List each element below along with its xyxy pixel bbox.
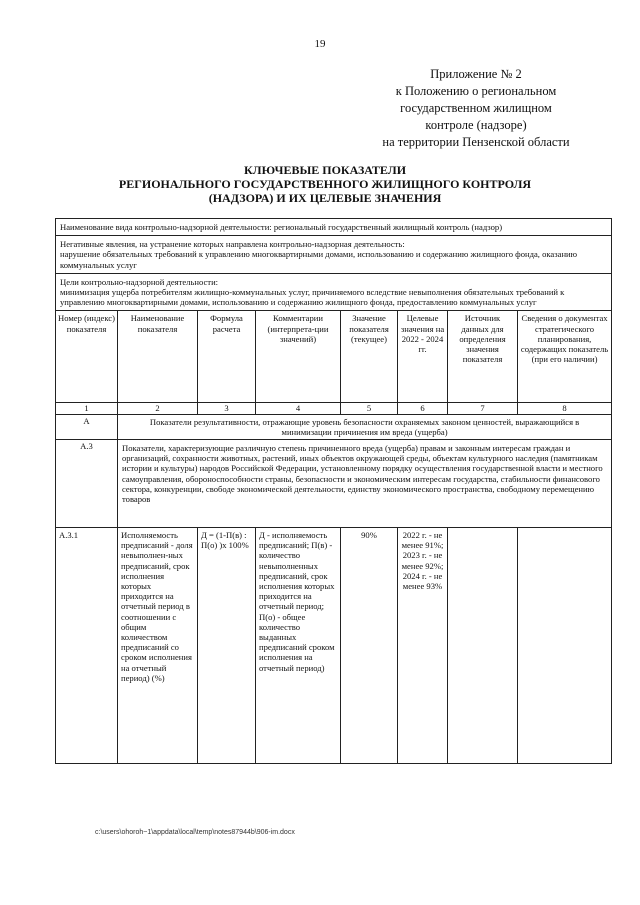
- indicator-index: А.3.1: [56, 528, 118, 764]
- column-number: 7: [448, 403, 518, 414]
- negative-phenomena: Негативные явления, на устранение которых направлена контрольно-надзорная деятельность: нарушение обязательных требований к управлению многоквартирными домами, использованию и содержанию жилищного фонда, оказанию коммунальных услуг: [56, 236, 612, 274]
- indicator-name: Исполняемость предписаний - доля невыполнен-ных предписаний, срок исполнения которых приходится на отчетный период в соотношении с общим количеством предписаний со сроком исполнения на отчетный период) (%): [118, 528, 198, 764]
- title-line: РЕГИОНАЛЬНОГО ГОСУДАРСТВЕННОГО ЖИЛИЩНОГО КОНТРОЛЯ: [118, 177, 532, 191]
- indicators-table: [55, 218, 612, 764]
- kind-of-activity: Наименование вида контрольно-надзорной деятельности: региональный государственный жилищный контроль (надзор): [56, 219, 612, 236]
- section-a-row: [56, 414, 612, 439]
- header-row: [56, 311, 612, 403]
- section-text: Показатели, характеризующие различную степень причиненного вреда (ущерба) правам и законным интересам граждан и организаций, сохранности животных, растений, иных объектов окружающей среды, объектам культурного наследия (памятникам истории и культуры) народов Российской Федерации, установленному порядку осуществления государственной власти и местного самоуправления, обороноспособности страны, безопасности и экономическим интересам государства, стабильности финансового сектора, конкуренции, свободе экономической деятельности, единству экономического пространства, свободному перемещению товаров: [118, 440, 612, 528]
- section-a3-row: [56, 440, 612, 528]
- title-line: КЛЮЧЕВЫЕ ПОКАЗАТЕЛИ: [243, 163, 407, 177]
- column-number: 5: [341, 403, 398, 414]
- header-cell: Комментарии (интерпрета-ции значений): [256, 311, 341, 403]
- table-row: [56, 528, 612, 764]
- column-number: 6: [398, 403, 448, 414]
- column-number: 3: [198, 403, 256, 414]
- header-cell: Целевые значения на 2022 - 2024 гг.: [398, 311, 448, 403]
- appendix-line: Приложение № 2: [430, 67, 522, 81]
- title-line: (НАДЗОРА) И ИХ ЦЕЛЕВЫЕ ЗНАЧЕНИЯ: [208, 191, 442, 205]
- page-number: 19: [314, 38, 326, 50]
- section-text: Показатели результативности, отражающие уровень безопасности охраняемых законом ценностей, выражающийся в минимизации причинения им вреда (ущерба): [118, 414, 612, 439]
- header-cell: Номер (индекс) показателя: [56, 311, 118, 403]
- column-numbers-row: [56, 403, 612, 414]
- column-number: 1: [56, 403, 118, 414]
- appendix-line: контроле (надзоре): [425, 118, 527, 132]
- header-cell: Наименование показателя: [118, 311, 198, 403]
- document-title: [90, 163, 560, 205]
- appendix-header: [346, 66, 606, 151]
- header-cell: Значение показателя (текущее): [341, 311, 398, 403]
- indicator-current-value: 90%: [341, 528, 398, 764]
- footer-file-path: c:\users\ohoroh~1\appdata\local\temp\notes87944b\906-im.docx: [95, 829, 295, 836]
- header-cell: Сведения о документах стратегического планирования, содержащих показатель (при его наличии): [518, 311, 612, 403]
- appendix-line: государственном жилищном: [400, 101, 552, 115]
- appendix-line: к Положению о региональном: [395, 84, 557, 98]
- section-index: А.3: [56, 440, 118, 528]
- section-index: А: [56, 414, 118, 439]
- indicator-comment: Д - исполняемость предписаний; П(в) - количество невыполненных предписаний, срок исполнения которых приходится на отчетный период; П(о) - общее количество выданных предписаний сроком исполнения на отчетный период): [256, 528, 341, 764]
- header-cell: Источник данных для определения значения показателя: [448, 311, 518, 403]
- column-number: 4: [256, 403, 341, 414]
- column-number: 8: [518, 403, 612, 414]
- activity-goals: Цели контрольно-надзорной деятельности: минимизация ущерба потребителям жилищно-коммунальных услуг, причиняемого вследствие невыполнения обязательных требований к управлению многоквартирными домами, использованию и содержанию жилищного фонда, предоставлению коммунальных услуг: [56, 273, 612, 311]
- column-number: 2: [118, 403, 198, 414]
- indicator-formula: Д = (1-П(в) : П(о) )х 100%: [198, 528, 256, 764]
- appendix-line: на территории Пензенской области: [382, 135, 570, 149]
- header-cell: Формула расчета: [198, 311, 256, 403]
- indicator-source: [448, 528, 518, 764]
- indicator-documents: [518, 528, 612, 764]
- indicator-target-values: 2022 г. - не менее 91%; 2023 г. - не менее 92%; 2024 г. - не менее 93%: [398, 528, 448, 764]
